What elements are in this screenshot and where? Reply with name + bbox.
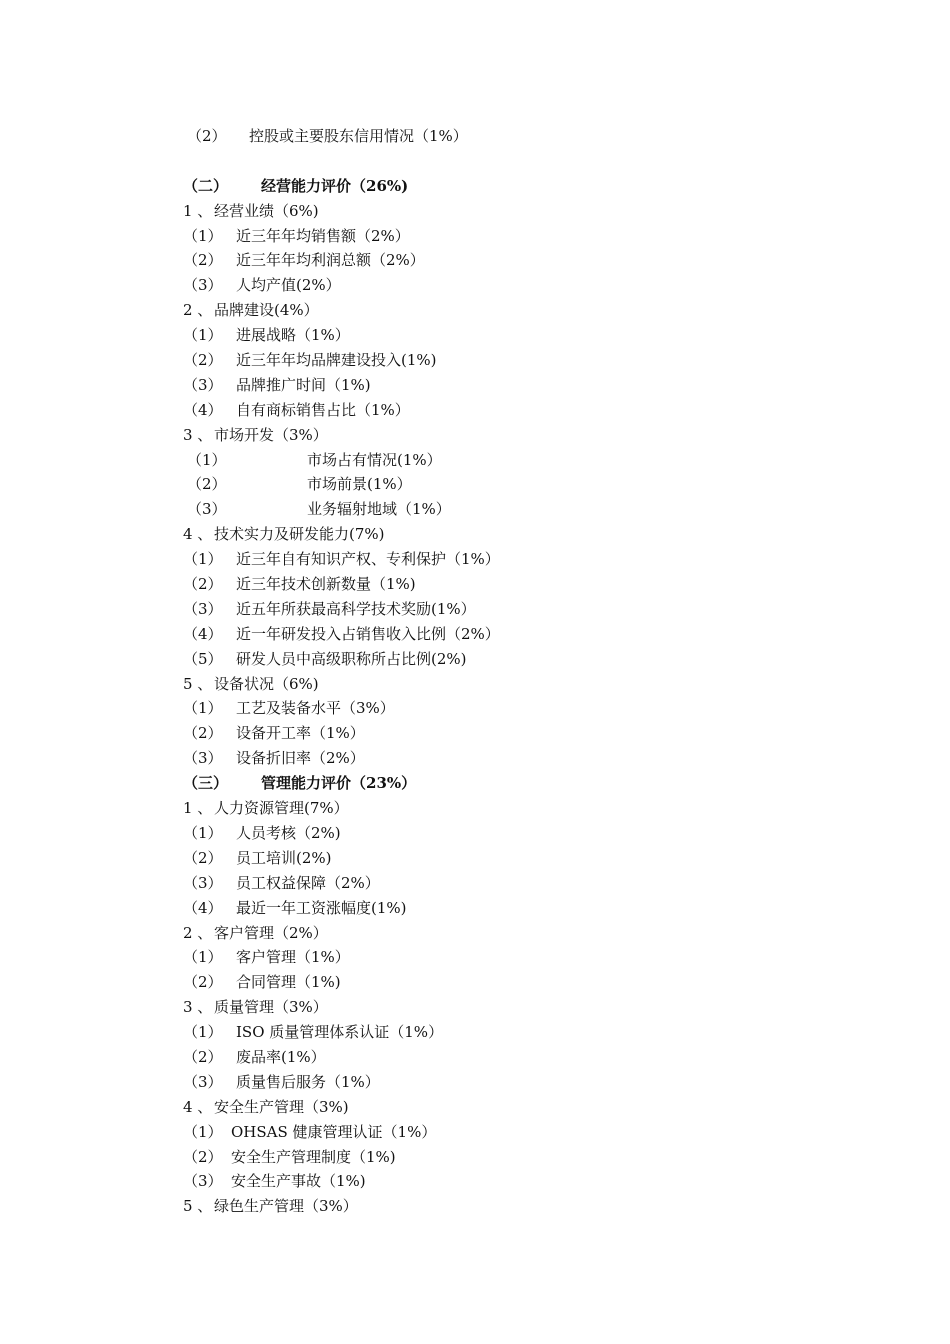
line-number: （1） (183, 948, 223, 967)
line-text: 经营能力评价（26%) (261, 176, 409, 195)
line-text: 近五年所获最高科学技术奖励(1%） (236, 599, 476, 618)
item-line (183, 497, 883, 522)
line-text: 近三年年均销售额（2%） (236, 226, 410, 245)
line-text: OHSAS 健康管理认证（1%） (231, 1122, 437, 1141)
line-number: 1 、 (183, 201, 213, 220)
line-text: 品牌推广时间（1%) (236, 375, 371, 394)
category-line (183, 672, 883, 697)
section-heading (183, 174, 883, 199)
line-number: （1） (183, 326, 223, 345)
category-line (183, 1095, 883, 1120)
line-number: （2） (187, 475, 227, 494)
item-line (183, 721, 883, 746)
category-line (183, 522, 883, 547)
item-line (183, 398, 883, 423)
line-number: （2） (183, 848, 223, 867)
line-text: 品牌建设(4%） (214, 301, 319, 320)
line-text: 近三年技术创新数量（1%) (236, 575, 416, 594)
line-text: 技术实力及研发能力(7%) (214, 525, 385, 544)
line-number: （4） (183, 624, 223, 643)
line-number: 3 、 (183, 425, 213, 444)
line-text: 研发人员中高级职称所占比例(2%) (236, 649, 467, 668)
line-number: （1） (183, 1023, 223, 1042)
item-line (183, 647, 883, 672)
line-number: （2） (183, 1147, 223, 1166)
line-text: 管理能力评价（23%） (261, 774, 417, 793)
item-line (183, 1120, 883, 1145)
item-line (183, 373, 883, 398)
line-text: 人员考核（2%) (236, 823, 341, 842)
line-text: 绿色生产管理（3%） (214, 1197, 358, 1216)
line-number: （1） (183, 823, 223, 842)
line-number: 1 、 (183, 799, 213, 818)
line-number: 4 、 (183, 1097, 213, 1116)
line-text: 质量管理（3%） (214, 998, 328, 1017)
line-number: （4） (183, 400, 223, 419)
line-number: （3） (183, 599, 223, 618)
line-number: 5 、 (183, 1197, 213, 1216)
line-number: 2 、 (183, 301, 213, 320)
item-line (183, 323, 883, 348)
item-line (183, 871, 883, 896)
line-number: （二） (183, 176, 229, 195)
line-text: 设备折旧率（2%） (236, 749, 365, 768)
line-text: 市场占有情况(1%） (307, 450, 442, 469)
line-text: 安全生产事故（1%) (231, 1172, 366, 1191)
line-number: （5） (183, 649, 223, 668)
item-line (183, 622, 883, 647)
item-line (183, 273, 883, 298)
line-text: 员工权益保障（2%） (236, 873, 380, 892)
line-text: 人均产值(2%） (236, 276, 341, 295)
line-text: 近三年年均品牌建设投入(1%) (236, 351, 437, 370)
line-text: 质量售后服务（1%） (236, 1072, 380, 1091)
line-number: （3） (183, 375, 223, 394)
category-line (183, 423, 883, 448)
line-text: 近一年研发投入占销售收入比例（2%） (236, 624, 500, 643)
line-number: （3） (183, 1072, 223, 1091)
item-line (183, 1145, 883, 1170)
category-line (183, 1194, 883, 1219)
line-number: （1） (183, 226, 223, 245)
line-number: 5 、 (183, 674, 213, 693)
category-line (183, 921, 883, 946)
item-line (183, 597, 883, 622)
item-line (183, 124, 883, 149)
category-line (183, 298, 883, 323)
document-body (183, 124, 883, 1219)
line-text: 废品率(1%） (236, 1047, 326, 1066)
item-line (183, 821, 883, 846)
line-number: （3） (183, 749, 223, 768)
line-text: 市场开发（3%） (214, 425, 328, 444)
line-number: （2） (183, 973, 223, 992)
category-line (183, 995, 883, 1020)
item-line (183, 348, 883, 373)
line-text: 客户管理（1%） (236, 948, 350, 967)
line-number: （3） (183, 873, 223, 892)
item-line (183, 1169, 883, 1194)
line-text: 近三年自有知识产权、专利保护（1%） (236, 550, 500, 569)
line-number: （4） (183, 898, 223, 917)
line-number: （三） (183, 774, 229, 793)
line-number: （1） (183, 1122, 223, 1141)
line-text: 业务辐射地域（1%） (307, 500, 451, 519)
line-text: 设备开工率（1%） (236, 724, 365, 743)
item-line (183, 1020, 883, 1045)
item-line (183, 248, 883, 273)
line-number: （3） (183, 276, 223, 295)
item-line (183, 472, 883, 497)
item-line (183, 1070, 883, 1095)
line-text: 设备状况（6%) (214, 674, 319, 693)
item-line (183, 572, 883, 597)
line-text: ISO 质量管理体系认证（1%） (236, 1023, 444, 1042)
line-text: 安全生产管理制度（1%) (231, 1147, 396, 1166)
line-text: 控股或主要股东信用情况（1%） (249, 127, 468, 145)
line-number: （3） (183, 1172, 223, 1191)
line-number: （1） (187, 450, 227, 469)
line-text: 最近一年工资涨幅度(1%) (236, 898, 407, 917)
line-number: （2） (183, 575, 223, 594)
category-line (183, 199, 883, 224)
line-text: 自有商标销售占比（1%） (236, 400, 410, 419)
item-line (183, 945, 883, 970)
line-text: 近三年年均利润总额（2%） (236, 251, 425, 270)
item-line (183, 1045, 883, 1070)
line-number: 2 、 (183, 923, 213, 942)
item-line (183, 846, 883, 871)
item-line (183, 448, 883, 473)
line-number: （1） (183, 550, 223, 569)
line-number: （2） (183, 351, 223, 370)
item-line (183, 224, 883, 249)
line-text: 员工培训(2%) (236, 848, 332, 867)
line-text: 人力资源管理(7%） (214, 799, 349, 818)
blank-line (183, 149, 883, 174)
line-number: （2） (183, 724, 223, 743)
category-line (183, 796, 883, 821)
item-line (183, 696, 883, 721)
line-text: 合同管理（1%) (236, 973, 341, 992)
section-heading (183, 771, 883, 796)
item-line (183, 970, 883, 995)
line-number: 4 、 (183, 525, 213, 544)
item-line (183, 547, 883, 572)
line-text: 经营业绩（6%) (214, 201, 319, 220)
line-text: 市场前景(1%） (307, 475, 412, 494)
line-number: （2） (183, 251, 223, 270)
line-text: 进展战略（1%） (236, 326, 350, 345)
item-line (183, 746, 883, 771)
line-number: （1） (183, 699, 223, 718)
line-text: 安全生产管理（3%) (214, 1097, 349, 1116)
item-line (183, 896, 883, 921)
line-number: （2） (187, 127, 227, 145)
line-number: （3） (187, 500, 227, 519)
line-number: （2） (183, 1047, 223, 1066)
line-text: 工艺及装备水平（3%） (236, 699, 395, 718)
line-text: 客户管理（2%） (214, 923, 328, 942)
line-number: 3 、 (183, 998, 213, 1017)
